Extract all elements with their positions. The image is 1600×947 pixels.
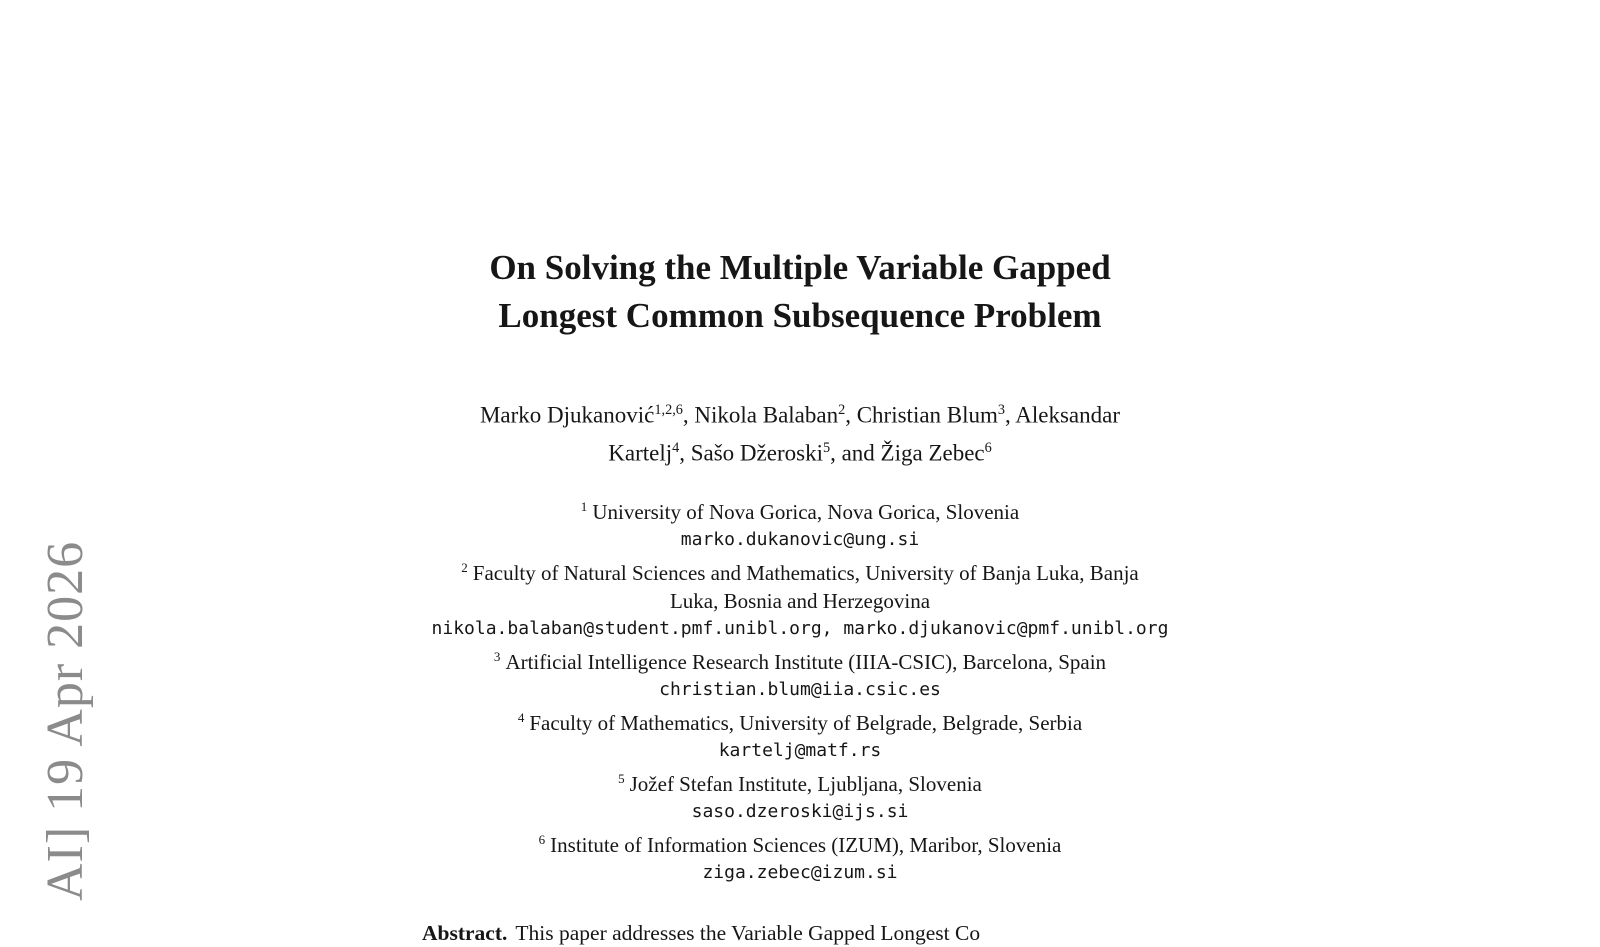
affiliation-number: 2: [461, 560, 468, 576]
affiliation-institution: [360, 765, 1240, 798]
author-line-1: [360, 394, 1240, 432]
paper-title: [360, 244, 1240, 340]
paper-title-line-2: Longest Common Subsequence Problem: [498, 296, 1102, 335]
affiliation-institution: [360, 826, 1240, 859]
affiliation-institution-text: Faculty of Mathematics, University of Belgrade, Belgrade, Serbia: [529, 711, 1083, 736]
affiliation-number: 1: [580, 499, 588, 515]
paper-content: [360, 244, 1240, 947]
affiliation-number: 5: [618, 771, 625, 787]
author-affiliation-superscript: 3: [997, 402, 1006, 418]
author-affiliation-superscript: 5: [822, 439, 831, 456]
author-name: , and Žiga Zebec: [830, 440, 985, 466]
affiliation-3: [360, 643, 1240, 704]
affiliation-institution: [360, 554, 1240, 587]
affiliation-1: [360, 493, 1240, 554]
author-affiliation-superscript: 2: [838, 402, 846, 418]
affiliation-6: [360, 826, 1240, 887]
author-name: , Aleksandar: [1005, 402, 1121, 428]
author-name: , Sašo Džeroski: [679, 440, 823, 466]
affiliation-email: christian.blum@iia.csic.es: [659, 679, 941, 701]
author-list: [360, 394, 1240, 469]
affiliation-number: 3: [493, 649, 501, 665]
affiliation-email: nikola.balaban@student.pmf.unibl.org, marko.djukanovic@pmf.unibl.org: [431, 618, 1169, 640]
paper-title-line-1: On Solving the Multiple Variable Gapped: [489, 248, 1111, 287]
author-name: Marko Djukanović: [479, 402, 655, 428]
affiliation-email: marko.dukanovic@ung.si: [680, 529, 920, 551]
author-affiliation-superscript: 6: [984, 439, 992, 456]
author-name: Kartelj: [608, 440, 673, 466]
abstract-teaser-text: This paper addresses the Variable Gapped Longest Co: [515, 921, 981, 946]
affiliation-email: saso.dzeroski@ijs.si: [691, 801, 909, 823]
affiliation-institution-text: Institute of Information Sciences (IZUM), Maribor, Slovenia: [550, 833, 1062, 858]
affiliation-2: [360, 554, 1240, 643]
affiliation-4: [360, 704, 1240, 765]
author-name: , Nikola Balaban: [682, 402, 839, 428]
affiliation-institution-text: Faculty of Natural Sciences and Mathematics, University of Banja Luka, Banja: [472, 561, 1139, 586]
author-affiliation-superscript: 1,2,6: [654, 402, 683, 418]
affiliation-email: kartelj@matf.rs: [718, 740, 882, 762]
affiliation-list: [360, 493, 1240, 887]
affiliation-institution: [360, 704, 1240, 737]
affiliation-institution: [360, 643, 1240, 676]
author-affiliation-superscript: 4: [672, 439, 680, 456]
affiliation-institution-text: University of Nova Gorica, Nova Gorica, Slovenia: [592, 500, 1020, 525]
affiliation-email: ziga.zebec@izum.si: [702, 862, 898, 884]
affiliation-institution-text: Artificial Intelligence Research Institute (IIIA-CSIC), Barcelona, Spain: [505, 650, 1107, 675]
affiliation-institution-text: Jožef Stefan Institute, Ljubljana, Slovenia: [629, 772, 982, 797]
affiliation-number: 4: [517, 710, 525, 726]
affiliation-institution-line-2: Luka, Bosnia and Herzegovina: [669, 589, 931, 614]
abstract-label: Abstract.: [422, 921, 508, 946]
affiliation-number: 6: [538, 832, 546, 848]
affiliation-5: [360, 765, 1240, 826]
author-line-2: [360, 432, 1240, 470]
author-name: , Christian Blum: [845, 402, 998, 428]
affiliation-institution: [360, 493, 1240, 526]
abstract-section: [360, 919, 1240, 947]
arxiv-watermark: AI] 19 Apr 2026: [37, 540, 94, 901]
